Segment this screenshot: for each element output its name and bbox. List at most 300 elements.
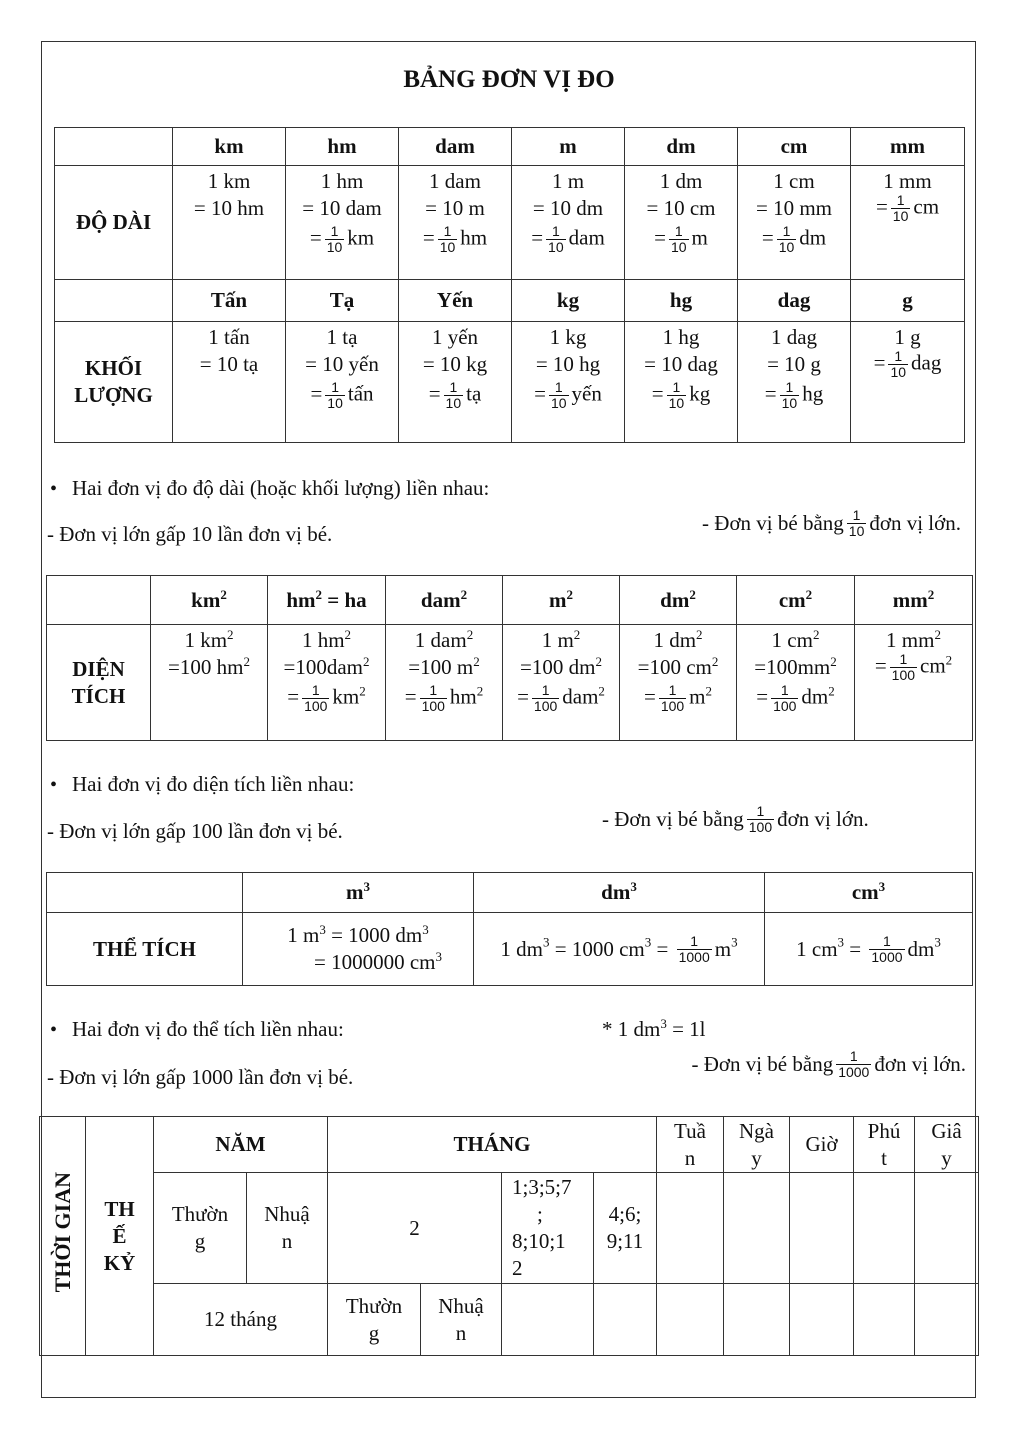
cell-line-2-text: = 10 g: [767, 352, 821, 376]
unit-header: kg: [512, 280, 625, 322]
fraction-num: 1: [756, 802, 765, 819]
sup: 2: [363, 654, 370, 669]
mass-cell: [851, 322, 965, 443]
area-label-1: DIỆN: [72, 656, 125, 681]
cell-line-3-text: dam: [562, 684, 599, 709]
m3-text: 1 m: [287, 923, 320, 947]
cell-line-3: [855, 652, 972, 683]
fraction: [438, 224, 458, 255]
long-months-text: 1;3;5;7: [512, 1175, 572, 1199]
cell-line-1-text: 1 tấn: [208, 325, 250, 349]
note1-fraction: [847, 508, 867, 539]
unit-header: dam: [399, 128, 512, 166]
ngay-text: y: [751, 1145, 762, 1170]
area-values-row: [47, 625, 973, 741]
time-row-2: [40, 1173, 979, 1284]
unit-sup: 2: [805, 586, 813, 602]
cell-line-1: [855, 627, 972, 654]
unit-sup: 3: [630, 879, 637, 894]
m3-text: = 1000000 cm: [314, 950, 436, 974]
cell-line-2: [503, 654, 619, 681]
cell-line-2-text: = 10 hg: [535, 352, 601, 376]
fraction-num: 1: [785, 379, 794, 395]
cell-line-3-text: cm: [913, 194, 940, 219]
fraction-den: 10: [670, 239, 687, 255]
unit-text: mm: [892, 587, 928, 612]
cm3-text: 1 cm: [796, 936, 838, 961]
thuong-text: Thườn: [171, 1202, 229, 1226]
cell-line-2-text: = 10 dam: [302, 196, 382, 220]
equals-sign: =: [873, 350, 886, 375]
cell-line-3-text: km: [347, 225, 375, 250]
unit-sup: 2: [460, 586, 468, 602]
volume-header-row: [47, 873, 973, 913]
thuong2-text: g: [368, 1320, 380, 1345]
fraction-num: 1: [672, 379, 681, 395]
sup: 3: [934, 933, 941, 949]
note3-right-pre: - Đơn vị bé bằng: [691, 1052, 834, 1077]
fraction: [659, 683, 686, 714]
fraction-den: 1000: [678, 948, 710, 965]
nhuan-cell: [247, 1173, 328, 1284]
cell-line-3-text: km: [332, 684, 360, 709]
sup: 2: [696, 627, 703, 642]
cell-line-2-text: =100 cm: [637, 655, 712, 679]
cell-line-2: [625, 351, 737, 378]
unit-text: cm: [851, 880, 879, 904]
fraction-den: 100: [533, 698, 558, 714]
unit-header: mm: [851, 128, 965, 166]
note2-fraction: [747, 804, 774, 835]
area-cell: [855, 625, 973, 741]
unit-header: g: [851, 280, 965, 322]
cell-line-1-text: 1 dam: [429, 169, 481, 193]
unit-sup: 2: [315, 586, 323, 602]
fraction-den: 100: [421, 698, 445, 714]
phut-text: t: [881, 1145, 887, 1170]
cell-line-1: [399, 324, 511, 351]
sup: 2: [945, 652, 953, 668]
cell-line-2: [512, 195, 624, 222]
sup: 3: [319, 922, 326, 937]
cell-line-1: [738, 324, 850, 351]
cell-line-3-text: kg: [689, 381, 711, 406]
note3-bullet-text: Hai đơn vị đo thể tích liền nhau:: [72, 1017, 344, 1041]
fraction-num: 1: [849, 1047, 858, 1064]
equals-sign: =: [651, 381, 664, 406]
cell-line-2: [151, 654, 267, 681]
fraction-den: 100: [891, 667, 916, 683]
unit-text: hm: [286, 587, 316, 612]
blank-cell: [47, 873, 243, 913]
phut-text: Phú: [867, 1118, 901, 1143]
fraction: [891, 193, 911, 224]
cell-line-1: [851, 168, 964, 195]
blank-cell: [55, 128, 173, 166]
fraction-den: 10: [327, 395, 343, 411]
note2-right: [602, 802, 869, 835]
cell-line-2-text: = 10 mm: [755, 196, 832, 220]
unit-text: dam: [420, 587, 461, 612]
sup: 2: [573, 627, 581, 642]
area-label-2: TÍCH: [71, 683, 126, 708]
sup: 2: [598, 683, 605, 699]
short-months-text: 9;11: [606, 1229, 644, 1253]
empty-cell: [502, 1284, 594, 1356]
cell-line-2-text: = 10 m: [425, 196, 485, 220]
cell-line-3-text: dm: [799, 225, 827, 250]
fraction-num: 1: [554, 379, 563, 395]
cell-line-3: [399, 380, 511, 411]
unit-header: [503, 576, 620, 625]
cell-line-3: [399, 224, 511, 255]
mass-cell: [173, 322, 286, 443]
cell-line-3-text: hm: [460, 225, 488, 250]
fraction-num: 1: [690, 932, 699, 949]
area-row-label: [47, 625, 151, 741]
feb-cell: 2: [328, 1173, 502, 1284]
ha-text: = ha: [322, 587, 367, 612]
length-cell: [399, 166, 512, 280]
fraction-num: 1: [852, 506, 861, 523]
thuong-cell: [154, 1173, 247, 1284]
sup: 3: [660, 1016, 667, 1031]
volume-values-row: [47, 913, 973, 986]
fraction-num: 1: [894, 348, 903, 364]
cell-line-3-text: tạ: [466, 381, 482, 406]
cell-line-3: [512, 380, 624, 411]
area-header-row: [47, 576, 973, 625]
fraction-den: 10: [548, 239, 564, 255]
long-months-text: 2: [512, 1256, 523, 1280]
dm3-text: m: [714, 936, 732, 961]
note2-left: - Đơn vị lớn gấp 100 lần đơn vị bé.: [47, 819, 343, 843]
dm3-text: = 1000 cm: [549, 936, 645, 961]
cell-line-2-text: = 10 cm: [646, 196, 716, 220]
sup: 2: [830, 654, 837, 669]
tuan-header: [657, 1117, 724, 1173]
cell-line-2: [737, 654, 854, 681]
nhuan2-cell: [421, 1284, 502, 1356]
cell-line-2: [286, 195, 398, 222]
length-cell: [512, 166, 625, 280]
nhuan-text: n: [281, 1229, 293, 1253]
cell-line-3: [286, 380, 398, 411]
unit-header: cm: [738, 128, 851, 166]
empty-cell: [790, 1284, 854, 1356]
fraction-num: 1: [668, 682, 677, 698]
length-header-row: [55, 128, 965, 166]
cell-line-1: [738, 168, 850, 195]
dm3-fraction: [677, 934, 712, 965]
area-cell: [620, 625, 737, 741]
cell-line-3-text: m: [689, 684, 706, 709]
fraction-den: 10: [848, 522, 865, 539]
unit-text: m: [346, 880, 364, 904]
cell-line-2-text: =100 dm: [520, 655, 596, 679]
cell-line-1-text: 1 dam: [414, 628, 467, 652]
mass-cell: [286, 322, 399, 443]
tuan-text: Tuầ: [674, 1118, 706, 1143]
fraction: [777, 224, 797, 255]
unit-header: Tấn: [173, 280, 286, 322]
equals-sign: =: [875, 194, 888, 219]
cell-line-3-text: m: [691, 225, 708, 250]
equals-sign: =: [643, 684, 656, 709]
long-months-text: 8;10;1: [512, 1229, 566, 1253]
cm3-cell: [765, 913, 973, 986]
fraction-num: 1: [782, 223, 791, 239]
equals-sign: =: [422, 225, 435, 250]
area-cell: [386, 625, 503, 741]
empty-cell: [594, 1284, 657, 1356]
blank-cell: [55, 280, 173, 322]
mass-label-2: LƯỢNG: [74, 383, 153, 407]
fraction-num: 1: [429, 682, 438, 698]
cell-line-3-text: dam: [568, 225, 605, 250]
cell-line-1: [268, 627, 385, 654]
unit-header: km: [173, 128, 286, 166]
empty-cell: [724, 1173, 790, 1284]
cell-line-3-text: cm: [920, 653, 946, 678]
equals-sign: =: [534, 381, 546, 406]
cm3-fraction: [869, 934, 904, 965]
cell-line-2: [512, 351, 624, 378]
note1-bullet-text: Hai đơn vị đo độ dài (hoặc khối lượng) liền nhau:: [72, 476, 490, 500]
sup: 2: [711, 654, 719, 669]
unit-header: hm: [286, 128, 399, 166]
length-values-row: [55, 166, 965, 280]
cell-line-3: [737, 683, 854, 714]
unit-header: dag: [738, 280, 851, 322]
tuan-text: n: [684, 1145, 696, 1170]
ngay-header: [724, 1117, 790, 1173]
length-row-label: ĐỘ DÀI: [55, 166, 173, 280]
long-months-cell: [502, 1173, 594, 1284]
cell-line-3: [512, 224, 624, 255]
cell-line-1-text: 1 g: [894, 325, 921, 349]
mass-header-row: [55, 280, 965, 322]
cell-line-3: [386, 683, 502, 714]
sup: 2: [473, 654, 480, 669]
thuong2-text: Thườn: [345, 1293, 403, 1318]
cell-line-2: [738, 351, 850, 378]
cell-line-1: [386, 627, 502, 654]
sup: 3: [731, 933, 738, 949]
length-cell: [173, 166, 286, 280]
cell-line-3: [738, 380, 850, 411]
fraction-den: 10: [781, 395, 798, 411]
area-table: [46, 575, 973, 741]
gio-header: Giờ: [790, 1117, 854, 1173]
unit-header: [151, 576, 268, 625]
sup: 2: [812, 627, 820, 642]
cell-line-1-text: 1 yến: [431, 325, 479, 349]
fraction-num: 1: [780, 682, 789, 698]
note1-right-post: đơn vị lớn.: [869, 511, 961, 536]
cell-line-2: [738, 195, 850, 222]
phut-header: [854, 1117, 915, 1173]
cell-line-1: [151, 627, 267, 654]
length-cell: [625, 166, 738, 280]
note2-right-post: đơn vị lớn.: [777, 807, 869, 832]
cell-line-2: [620, 654, 736, 681]
mass-cell: [738, 322, 851, 443]
cell-line-1-text: 1 mm: [886, 628, 935, 652]
cell-line-1-text: 1 dm: [653, 628, 697, 652]
cell-line-2: [268, 654, 385, 681]
cell-line-2: [386, 654, 502, 681]
unit-header: [765, 873, 973, 913]
equals-sign: =: [404, 684, 417, 709]
cell-line-1: [286, 324, 398, 351]
cell-line-1-text: 1 km: [207, 169, 251, 193]
unit-header: hg: [625, 280, 738, 322]
fraction: [444, 380, 464, 411]
fraction: [667, 380, 687, 411]
note3-left: - Đơn vị lớn gấp 1000 lần đơn vị bé.: [47, 1065, 354, 1089]
twelve-months-cell: 12 tháng: [154, 1284, 328, 1356]
mass-row-label: [55, 322, 173, 443]
cell-line-1-text: 1 hm: [320, 169, 364, 193]
equals-sign: =: [531, 225, 544, 250]
equals-sign: =: [309, 225, 322, 250]
fraction-den: 10: [890, 364, 907, 380]
nhuan2-text: n: [455, 1320, 467, 1345]
cell-line-1-text: 1 tạ: [326, 325, 358, 349]
sup: 3: [543, 933, 550, 949]
fraction: [325, 380, 345, 411]
time-row-3: [40, 1284, 979, 1356]
cell-line-1: [512, 324, 624, 351]
cell-line-1: [399, 168, 511, 195]
fraction: [532, 683, 559, 714]
century-text: KỶ: [103, 1250, 136, 1275]
cm3-text: =: [844, 936, 867, 961]
time-vertical-label-cell: [40, 1117, 86, 1356]
extra-text: * 1 dm: [602, 1017, 661, 1041]
cell-line-1-text: 1 m: [541, 628, 574, 652]
unit-header: [386, 576, 503, 625]
cell-line-2-text: = 10 yến: [305, 352, 379, 376]
nhuan2-text: Nhuậ: [438, 1293, 484, 1318]
unit-text: cm: [778, 587, 806, 612]
fraction-num: 1: [331, 379, 339, 395]
cell-line-3-text: tấn: [347, 381, 374, 406]
thuong-text: g: [194, 1229, 206, 1253]
cell-line-2-text: = 10 tạ: [199, 352, 259, 376]
blank-cell: [47, 576, 151, 625]
cell-line-1-text: 1 dag: [770, 325, 818, 349]
mass-cell: [512, 322, 625, 443]
unit-sup: 3: [363, 879, 370, 894]
thuong2-cell: [328, 1284, 421, 1356]
empty-cell: [854, 1284, 915, 1356]
cell-line-3: [625, 380, 737, 411]
cell-line-2: [173, 195, 285, 222]
fraction-num: 1: [899, 651, 908, 667]
century-cell: [86, 1117, 154, 1356]
fraction: [420, 683, 447, 714]
cell-line-1: [851, 324, 964, 351]
fraction-den: 1000: [871, 948, 903, 965]
area-cell: [151, 625, 268, 741]
sup: 3: [837, 933, 845, 949]
cell-line-3: [738, 224, 850, 255]
unit-header: Tạ: [286, 280, 399, 322]
cell-line-1-text: 1 m: [551, 169, 585, 193]
fraction: [780, 380, 800, 411]
cell-line-2: [173, 351, 285, 378]
unit-header: [243, 873, 474, 913]
cell-line-2-text: = 10 dm: [532, 196, 604, 220]
sup: 2: [227, 627, 234, 642]
cell-line-2-text: =100dam: [283, 655, 363, 679]
empty-cell: [790, 1173, 854, 1284]
cm3-text: dm: [907, 936, 935, 961]
length-cell: [738, 166, 851, 280]
nam-header: NĂM: [154, 1117, 328, 1173]
unit-header: [855, 576, 973, 625]
equals-sign: =: [517, 684, 529, 709]
cell-line-3: [620, 683, 736, 714]
note3-bullet: [50, 1015, 344, 1044]
fraction: [546, 224, 566, 255]
sup: 2: [344, 627, 352, 642]
cell-line-3-text: hg: [802, 381, 824, 406]
mass-cell: [399, 322, 512, 443]
fraction-den: 10: [778, 239, 795, 255]
fraction-den: 10: [892, 208, 909, 224]
equals-sign: =: [310, 381, 323, 406]
page-title: BẢNG ĐƠN VỊ ĐO: [403, 66, 615, 93]
fraction-den: 10: [326, 239, 343, 255]
cell-line-2-text: =100mm: [754, 655, 831, 679]
cell-line-1-text: 1 hm: [301, 628, 345, 652]
sup: 2: [934, 627, 941, 642]
equals-sign: =: [287, 684, 300, 709]
sup: 2: [595, 654, 602, 669]
extra-text: = 1l: [666, 1017, 706, 1041]
cell-line-3-text: dm: [801, 684, 829, 709]
unit-sup: 3: [878, 879, 886, 894]
cell-line-1-text: 1 km: [184, 628, 228, 652]
cell-line-1: [173, 168, 285, 195]
fraction: [771, 683, 798, 714]
dm3-text: =: [651, 936, 674, 961]
unit-header: [268, 576, 386, 625]
cell-line-2-text: = 10 dag: [644, 352, 718, 376]
equals-sign: =: [874, 653, 887, 678]
sup: 2: [243, 654, 250, 669]
area-cell: [737, 625, 855, 741]
sup: 2: [466, 627, 474, 642]
cell-line-3-text: dag: [911, 350, 942, 375]
sup: 3: [422, 922, 429, 937]
century-text: TH: [104, 1196, 135, 1221]
note3-extra: [602, 1015, 706, 1043]
cell-line-1: [512, 168, 624, 195]
fraction: [549, 380, 569, 411]
note2-right-pre: - Đơn vị bé bằng: [602, 807, 744, 832]
cell-line-3-text: hm: [449, 684, 477, 709]
cell-line-2-text: =100 m: [408, 655, 474, 679]
equals-sign: =: [756, 684, 769, 709]
sup: 2: [359, 683, 366, 699]
dm3-text: 1 dm: [500, 936, 543, 961]
note1-bullet: [50, 474, 489, 503]
cell-line-3: [851, 349, 964, 380]
